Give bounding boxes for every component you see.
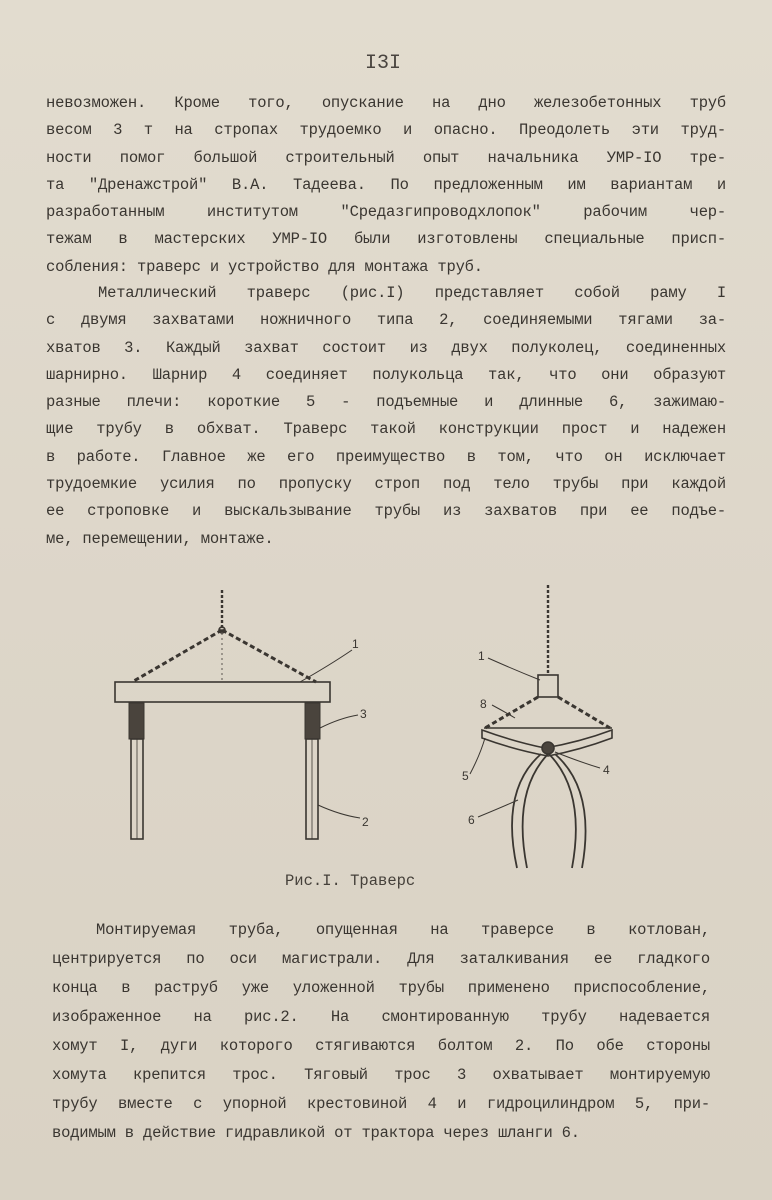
text-line: в работе. Главное же его преимущество в том, что он исключает	[46, 447, 726, 466]
text-line: тежам в мастерских УМР-IO были изготовлены специальные присп-	[46, 230, 726, 249]
text-line: ности помог большой строительный опыт начальника УМР-IO тре-	[46, 148, 726, 167]
label-1: 1	[352, 637, 359, 651]
text-line: водимым в действие гидравликой от трактора через шланги 6.	[52, 1124, 580, 1142]
traverse-figure	[0, 570, 772, 870]
text-line: конца в раструб уже уложенной трубы применено приспособление,	[52, 979, 710, 997]
text-line: Монтируемая труба, опущенная на траверсе в котлован,	[96, 921, 710, 939]
text-line: шарнирно. Шарнир 4 соединяет полукольца так, что они образуют	[46, 365, 726, 384]
left-traverse-drawing	[115, 590, 360, 839]
text-line: изображенное на рис.2. На смонтированную трубу надевается	[52, 1008, 710, 1026]
right-grip-drawing	[470, 585, 612, 868]
text-line: хомута крепится трос. Тяговый трос 3 охватывает монтируемую	[52, 1066, 710, 1084]
text-line: с двумя захватами ножничного типа 2, соединяемыми тягами за-	[46, 311, 726, 330]
label-6: 6	[468, 813, 475, 827]
text-line: хомут I, дуги которого стягиваются болтом 2. По обе стороны	[52, 1037, 710, 1055]
text-line: трудоемкие усилия по пропуску строп под тело трубы при каждой	[46, 475, 726, 494]
text-line: невозможен. Кроме того, опускание на дно железобетонных труб	[46, 94, 726, 112]
label-8: 8	[480, 697, 487, 711]
text-line: хватов 3. Каждый захват состоит из двух полуколец, соединенных	[46, 338, 726, 357]
text-line: ее строповке и выскальзывание трубы из захватов при ее подъе-	[46, 502, 726, 521]
text-line: та "Дренажстрой" В.А. Тадеева. По предложенным им вариантам и	[46, 175, 726, 194]
text-line: разные плечи: короткие 5 - подъемные и длинные 6, зажимаю-	[46, 393, 726, 412]
label-4: 4	[603, 763, 610, 777]
label-3: 3	[360, 707, 367, 721]
text-line: собления: траверс и устройство для монтажа труб.	[46, 257, 483, 276]
label-r1: 1	[478, 649, 485, 663]
figure-caption: Рис.I. Траверс	[285, 872, 416, 890]
label-5: 5	[462, 769, 469, 783]
text-line: Металлический траверс (рис.I) представляет собой раму I	[98, 284, 726, 302]
label-2: 2	[362, 815, 369, 829]
text-line: центрируется по оси магистрали. Для заталкивания ее гладкого	[52, 950, 710, 968]
text-line: ме, перемещении, монтаже.	[46, 529, 274, 548]
paragraph-1	[46, 90, 726, 281]
paragraph-2	[46, 280, 726, 553]
text-line: трубу вместе с упорной крестовиной 4 и гидроцилиндром 5, при-	[52, 1095, 710, 1113]
text-line: щие трубу в обхват. Траверс такой конструкции прост и надежен	[46, 420, 726, 439]
paragraph-3	[52, 916, 710, 1148]
text-line: весом 3 т на стропах трудоемко и опасно. Преодолеть эти труд-	[46, 121, 726, 140]
text-line: разработанным институтом "Средазгипроводхлопок" рабочим чер-	[46, 203, 726, 222]
page-number: I3I	[365, 52, 402, 75]
